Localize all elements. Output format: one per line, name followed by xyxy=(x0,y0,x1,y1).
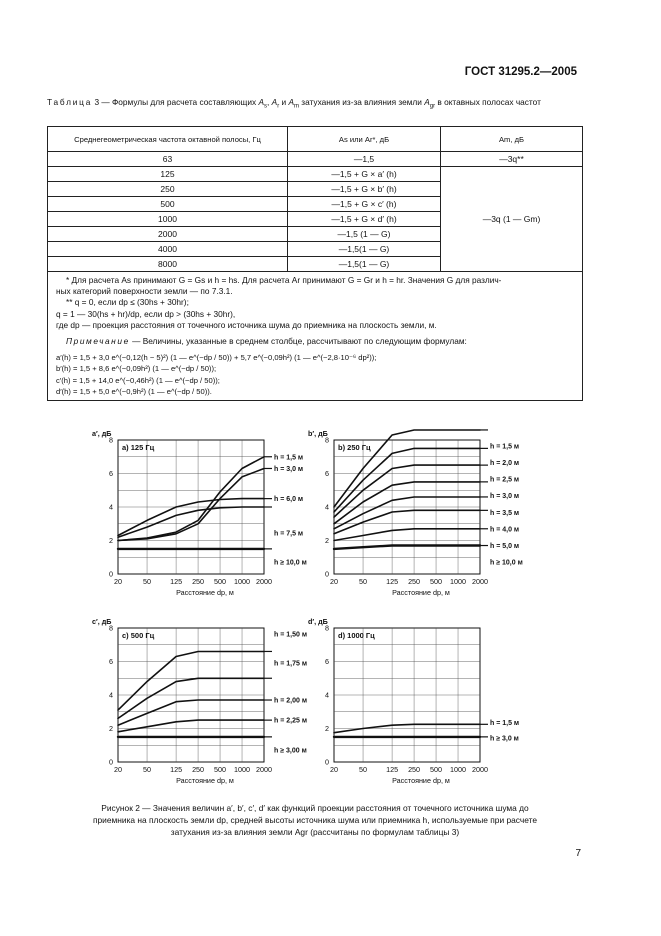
x-tick-label: 50 xyxy=(143,765,152,774)
formula-b: b′(h) = 1,5 + 8,6 e^(−0,09h²) (1 — e^(−dp / 50)); xyxy=(56,364,217,374)
chart-250hz xyxy=(302,422,536,612)
table-header-row xyxy=(48,127,583,152)
series-label: h = 3,5 м xyxy=(490,509,520,517)
x-tick-label: 20 xyxy=(114,577,122,586)
table-row xyxy=(48,167,583,182)
y-tick-label: 4 xyxy=(109,690,113,700)
x-tick-label: 250 xyxy=(192,577,205,586)
x-tick-label: 50 xyxy=(359,765,368,774)
x-axis-label: Расстояние dp, м xyxy=(176,776,234,785)
series-label: h ≥ 3,0 м xyxy=(490,735,519,743)
y-tick-label: 2 xyxy=(325,724,329,733)
x-tick-label: 1000 xyxy=(234,577,251,586)
table-notes-row xyxy=(48,272,583,401)
header-am: Am, дБ xyxy=(441,127,583,152)
cell-formula: —1,5 (1 — G) xyxy=(288,227,441,242)
series-label: h = 5,0 м xyxy=(490,542,520,550)
series-label: h = 2,00 м xyxy=(274,697,308,705)
formula-c: c′(h) = 1,5 + 14,0 e^(−0,46h²) (1 — e^(−dp / 50)); xyxy=(56,375,220,385)
x-tick-label: 1000 xyxy=(450,765,467,774)
chart-title: d) 1000 Гц xyxy=(338,631,375,640)
chart-1000hz xyxy=(302,610,536,800)
note-1b: ных категорий поверхности земли — по 7.3.1. xyxy=(56,286,233,297)
x-tick-label: 125 xyxy=(170,577,183,586)
series-label: h = 2,5 м xyxy=(490,476,520,484)
x-tick-label: 500 xyxy=(430,577,443,586)
x-tick-label: 2000 xyxy=(472,577,488,586)
series-label: h = 3,0 м xyxy=(274,465,304,473)
cell-formula: —1,5 + G × a′ (h) xyxy=(288,167,441,182)
series-label: h = 1,50 м xyxy=(274,631,308,639)
table-notes xyxy=(48,272,583,401)
y-tick-label: 2 xyxy=(325,536,329,545)
x-tick-label: 125 xyxy=(386,765,399,774)
x-tick-label: 500 xyxy=(214,577,227,586)
header-frequency: Среднегеометрическая частота октавной полосы, Гц xyxy=(48,127,288,152)
x-tick-label: 500 xyxy=(214,765,227,774)
figure-caption-line: Рисунок 2 — Значения величин a′, b′, c′, d′ как функций проекции расстояния от точечного источника шума до xyxy=(101,803,529,813)
chart-500hz xyxy=(86,610,320,800)
series-label: h = 1,5 м xyxy=(274,454,304,462)
figure-caption-line: приемника на плоскость земли dp, средней высоты источника шума или приемника h, используемые при расчете xyxy=(92,815,538,825)
cell-frequency: 500 xyxy=(48,197,288,212)
series-label: h = 4,0 м xyxy=(490,526,520,534)
formula-table xyxy=(47,126,583,401)
x-tick-label: 250 xyxy=(408,765,421,774)
x-tick-label: 125 xyxy=(170,765,183,774)
y-axis-label: c′, дБ xyxy=(92,617,112,626)
x-tick-label: 20 xyxy=(114,765,122,774)
chart-title: а) 125 Гц xyxy=(122,443,155,452)
note-remark: Примечание — Величины, указанные в среднем столбце, рассчитывают по следующим формулам: xyxy=(66,336,467,347)
cell-frequency: 8000 xyxy=(48,257,288,272)
chart-title: c) 500 Гц xyxy=(122,631,155,640)
y-axis-label: a′, дБ xyxy=(92,429,112,438)
chart-title: b) 250 Гц xyxy=(338,443,371,452)
remark-label: Примечание xyxy=(66,336,130,347)
table-caption-label: Таблица xyxy=(47,97,93,107)
table-row xyxy=(48,152,583,167)
chart-125hz xyxy=(86,422,320,612)
formula-a: a′(h) = 1,5 + 3,0 e^(−0,12(h − 5)²) (1 — e^(−dp / 50)) + 5,7 e^(−0,09h²) (1 — e^(−2,8·10⁻⁶ dp²)); xyxy=(56,353,377,363)
y-tick-label: 6 xyxy=(109,657,113,666)
table-caption: Таблица 3 — Формулы для расчета составляющих $A_s$, $A_r$ и $A_m$ затухания из-за влияния земли $A_{gr}$ в октавных полосах частот xyxy=(47,97,541,110)
cell-am-first: —3q** xyxy=(441,152,583,167)
y-tick-label: 8 xyxy=(109,623,113,633)
y-tick-label: 0 xyxy=(109,569,113,579)
y-axis-label: d′, дБ xyxy=(308,617,328,626)
cell-frequency: 63 xyxy=(48,152,288,167)
y-tick-label: 8 xyxy=(109,435,113,445)
note-4: где dp — проекция расстояния от точечного источника шума до приемника на плоскость земли, м. xyxy=(56,319,437,330)
series-label: h ≥ 10,0 м xyxy=(274,559,307,567)
cell-formula: —1,5(1 — G) xyxy=(288,257,441,272)
y-tick-label: 2 xyxy=(109,724,113,733)
figure-caption xyxy=(47,802,583,838)
cell-formula: —1,5 + G × c′ (h) xyxy=(288,197,441,212)
x-tick-label: 50 xyxy=(143,577,152,586)
x-tick-label: 20 xyxy=(330,765,338,774)
x-tick-label: 1000 xyxy=(450,577,467,586)
x-tick-label: 2000 xyxy=(472,765,488,774)
header-as-ar: As или Ar*, дБ xyxy=(288,127,441,152)
figure-caption-line: затухания из-за влияния земли Agr (рассчитаны по формулам таблицы 3) xyxy=(170,827,460,837)
series-label: h = 2,25 м xyxy=(274,717,308,725)
series-label: h ≥ 3,00 м xyxy=(274,747,307,755)
series-label: h ≥ 10,0 м xyxy=(490,559,523,567)
y-tick-label: 4 xyxy=(325,690,329,700)
y-tick-label: 2 xyxy=(109,536,113,545)
page-number: 7 xyxy=(575,848,581,859)
series-label: h = 1,5 м xyxy=(490,719,520,727)
x-axis-label: Расстояние dp, м xyxy=(392,588,450,597)
x-tick-label: 500 xyxy=(430,765,443,774)
y-tick-label: 8 xyxy=(325,623,329,633)
cell-frequency: 2000 xyxy=(48,227,288,242)
x-tick-label: 250 xyxy=(408,577,421,586)
x-axis-label: Расстояние dp, м xyxy=(176,588,234,597)
note-1a: * Для расчета As принимают G = Gs и h = hs. Для расчета Ar принимают G = Gr и h = hr. Значения G для различ- xyxy=(66,275,502,285)
x-tick-label: 2000 xyxy=(256,765,272,774)
formula-d: d′(h) = 1,5 + 5,0 e^(−0,9h²) (1 — e^(−dp / 50)). xyxy=(56,386,212,396)
x-tick-label: 20 xyxy=(330,577,338,586)
series-label: h = 3,0 м xyxy=(490,493,520,501)
cell-frequency: 4000 xyxy=(48,242,288,257)
series-label: h = 2,0 м xyxy=(490,460,520,468)
x-axis-label: Расстояние dp, м xyxy=(392,776,450,785)
cell-formula: —1,5(1 — G) xyxy=(288,242,441,257)
cell-am-rest: —3q (1 — Gm) xyxy=(441,167,583,272)
note-3: q = 1 — 30(hs + hr)/dp, если dp > (30hs + 30hr), xyxy=(56,308,236,319)
note-2: ** q = 0, если dp ≤ (30hs + 30hr); xyxy=(66,297,189,308)
cell-formula: —1,5 xyxy=(288,152,441,167)
x-tick-label: 125 xyxy=(386,577,399,586)
table-caption-number: 3 xyxy=(94,97,100,107)
y-tick-label: 8 xyxy=(325,435,329,445)
x-tick-label: 250 xyxy=(192,765,205,774)
y-tick-label: 4 xyxy=(109,502,113,512)
x-tick-label: 1000 xyxy=(234,765,251,774)
cell-frequency: 125 xyxy=(48,167,288,182)
x-tick-label: 50 xyxy=(359,577,368,586)
y-tick-label: 6 xyxy=(325,657,329,666)
y-tick-label: 0 xyxy=(109,757,113,767)
cell-formula: —1,5 + G × d′ (h) xyxy=(288,212,441,227)
series-label: h = 7,5 м xyxy=(274,530,304,538)
cell-frequency: 1000 xyxy=(48,212,288,227)
series-label: h = 1,75 м xyxy=(274,660,308,668)
cell-formula: —1,5 + G × b′ (h) xyxy=(288,182,441,197)
series-label: h = 1,5 м xyxy=(490,443,520,451)
x-tick-label: 2000 xyxy=(256,577,272,586)
y-tick-label: 6 xyxy=(109,469,113,478)
cell-frequency: 250 xyxy=(48,182,288,197)
y-tick-label: 6 xyxy=(325,469,329,478)
y-tick-label: 0 xyxy=(325,757,329,767)
series-label: h = 6,0 м xyxy=(274,496,304,504)
y-tick-label: 0 xyxy=(325,569,329,579)
y-tick-label: 4 xyxy=(325,502,329,512)
y-axis-label: b′, дБ xyxy=(308,429,328,438)
document-header: ГОСТ 31295.2—2005 xyxy=(464,66,577,78)
